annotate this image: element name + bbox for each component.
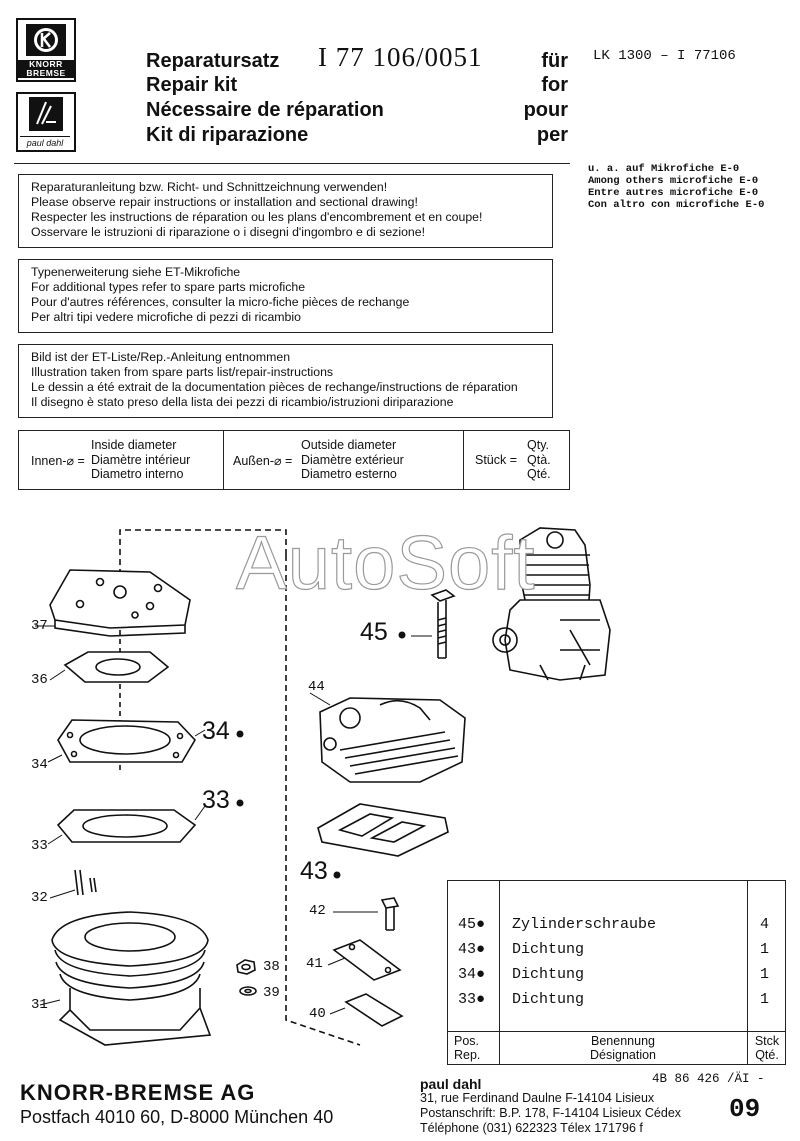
paul-dahl-logo: [16, 92, 76, 152]
paul-dahl-address: [420, 1091, 681, 1136]
type-extension-box: [18, 259, 553, 333]
part-40-plate: [330, 994, 402, 1026]
row-name: Dichtung: [512, 941, 585, 958]
box1-line-it: Osservare le istruzioni di riparazione o i disegni d'ingombro e di sezione!: [31, 225, 425, 239]
company-address: Postfach 4010 60, D-8000 München 40: [20, 1107, 334, 1127]
inner-diameter-label: Innen-⌀ =: [31, 454, 85, 468]
inner-diameter-it: Diametro interno: [91, 467, 184, 481]
part-34-gasket: [48, 720, 205, 762]
quantity-cell: [463, 431, 569, 489]
prep-fr: pour: [523, 99, 568, 121]
table-row: 43●: [458, 941, 486, 958]
part-44-cylinder-head: [310, 693, 465, 782]
paul-dahl-emblem-icon: [18, 94, 74, 134]
callout-42: 42: [309, 903, 326, 919]
diameter-legend-box: [18, 430, 570, 490]
part-33-gasket: [48, 806, 205, 844]
row-pos: 33: [458, 991, 477, 1008]
box3-line-it: Il disegno è stato preso della lista dei pezzi di ricambio/istruzioni diriparazione: [31, 395, 454, 409]
callout-37: 37: [31, 618, 48, 634]
header-designation: Benennung Désignation: [589, 1034, 656, 1062]
inner-diameter-cell: [19, 431, 224, 489]
outer-diameter-en: Outside diameter: [301, 438, 397, 452]
quantity-fr: Qté.: [527, 467, 551, 481]
part-43-head-gasket: [318, 804, 448, 856]
kit-number: I 77 106/0051: [318, 42, 483, 72]
inner-diameter-fr: Diamètre intérieur: [91, 452, 191, 467]
knorr-bremse-logo: [16, 18, 76, 82]
outer-diameter-label: Außen-⌀ =: [233, 454, 293, 468]
part-42-screw: [333, 898, 398, 930]
callout-31: 31: [31, 997, 48, 1013]
microfiche-note-en: Among others microfiche E-0: [588, 175, 759, 187]
callout-33-kit: 33: [202, 786, 230, 814]
title-it: Kit di riparazione: [146, 124, 309, 146]
paul-dahl-logo-text: paul dahl: [20, 136, 70, 148]
parts-table: [447, 880, 786, 1065]
callout-41: 41: [306, 956, 323, 972]
box2-line-it: Per altri tipi vedere microfiche di pezzi di ricambio: [31, 310, 301, 324]
title-de: Reparatursatz: [146, 50, 280, 72]
quantity-it: Qtà.: [527, 452, 551, 467]
prep-de: für: [541, 50, 568, 72]
microfiche-note: [588, 163, 764, 211]
part-38-nut: [237, 960, 255, 974]
box3-line-de: Bild ist der ET-Liste/Rep.-Anleitung entnommen: [31, 350, 291, 364]
title-en: Repair kit: [146, 74, 238, 96]
callout-34: 34: [31, 757, 48, 773]
row-name: Dichtung: [512, 991, 585, 1008]
knorr-emblem-icon: [18, 20, 74, 60]
callout-32: 32: [31, 890, 48, 906]
table-row: 33●: [458, 991, 486, 1008]
quantity-label: Stück =: [475, 453, 518, 467]
part-41-strap: [328, 940, 400, 980]
header-qty: Stck Qté.: [754, 1034, 780, 1062]
part-37-valve-plate: [35, 570, 190, 636]
callout-40: 40: [309, 1006, 326, 1022]
box1-line-fr: Respecter les instructions de réparation ou les plans d'encombrement et en coupe!: [31, 210, 483, 224]
box2-line-fr: Pour d'autres références, consulter la micro-fiche pièces de rechange: [31, 295, 410, 309]
table-row: 45●: [458, 916, 486, 933]
autosoft-watermark: AutoSoft: [236, 521, 536, 606]
microfiche-note-it: Con altro con microfiche E-0: [588, 199, 765, 211]
callout-45-kit: 45: [360, 618, 388, 646]
quantity-en: Qty.: [527, 438, 549, 452]
pd-address-line1: 31, rue Ferdinand Daulne F-14104 Lisieux: [420, 1091, 655, 1105]
illustration-source-box: [18, 344, 553, 418]
pd-address-line3: Téléphone (031) 622323 Télex 171796 f: [420, 1121, 643, 1135]
callout-43-kit: 43: [300, 857, 328, 885]
row-qty: 1: [760, 991, 770, 1008]
box3-line-en: Illustration taken from spare parts list/repair-instructions: [31, 365, 334, 379]
outer-diameter-it: Diametro esterno: [301, 467, 397, 481]
box2-line-de: Typenerweiterung siehe ET-Mikrofiche: [31, 265, 241, 279]
callout-34-kit: 34: [202, 717, 230, 745]
header-pos: Pos. Rep.: [454, 1034, 481, 1062]
row-pos: 45: [458, 916, 477, 933]
prep-it: per: [536, 124, 568, 146]
callout-39: 39: [263, 985, 280, 1001]
callout-38: 38: [263, 959, 280, 975]
box1-line-en: Please observe repair instructions or installation and sectional drawing!: [31, 195, 418, 209]
table-row: 34●: [458, 966, 486, 983]
document-reference: 4B 86 426 /ÄI -: [652, 1072, 765, 1086]
repair-instructions-box: [18, 174, 553, 248]
outer-diameter-fr: Diamètre extérieur: [301, 452, 404, 467]
box3-line-fr: Le dessin a été extrait de la documentation pièces de rechange/instructions de réparation: [31, 380, 518, 394]
outer-diameter-cell: [223, 431, 464, 489]
header-rule: [14, 163, 570, 164]
paul-dahl-name: paul dahl: [420, 1076, 482, 1092]
pd-address-line2: Postanschrift: B.P. 178, F-14104 Lisieux Cédex: [420, 1106, 682, 1120]
part-32-dowel-pins: [50, 870, 96, 898]
microfiche-note-de: u. a. auf Mikrofiche E-0: [588, 163, 740, 175]
knorr-logo-line1: KNORR: [29, 59, 63, 69]
callout-44: 44: [308, 679, 325, 695]
row-qty: 4: [760, 916, 770, 933]
model-reference: LK 1300 – I 77106: [593, 48, 736, 64]
row-qty: 1: [760, 941, 770, 958]
page-number: 09: [729, 1094, 761, 1124]
row-qty: 1: [760, 966, 770, 983]
row-pos: 43: [458, 941, 477, 958]
part-31-cylinder: [40, 912, 210, 1045]
microfiche-note-fr: Entre autres microfiche E-0: [588, 187, 759, 199]
knorr-logo-line2: BREMSE: [26, 68, 66, 78]
prep-en: for: [541, 74, 568, 96]
row-name: Zylinderschraube: [512, 916, 657, 933]
title-fr: Nécessaire de réparation: [146, 99, 384, 121]
row-name: Dichtung: [512, 966, 585, 983]
callout-33: 33: [31, 838, 48, 854]
part-39-washer: [240, 987, 256, 995]
inner-diameter-en: Inside diameter: [91, 438, 177, 452]
box2-line-en: For additional types refer to spare parts microfiche: [31, 280, 306, 294]
callout-36: 36: [31, 672, 48, 688]
company-name: KNORR-BREMSE AG: [20, 1080, 256, 1105]
row-pos: 34: [458, 966, 477, 983]
part-36-gasket: [50, 652, 168, 682]
box1-line-de: Reparaturanleitung bzw. Richt- und Schnittzeichnung verwenden!: [31, 180, 388, 194]
